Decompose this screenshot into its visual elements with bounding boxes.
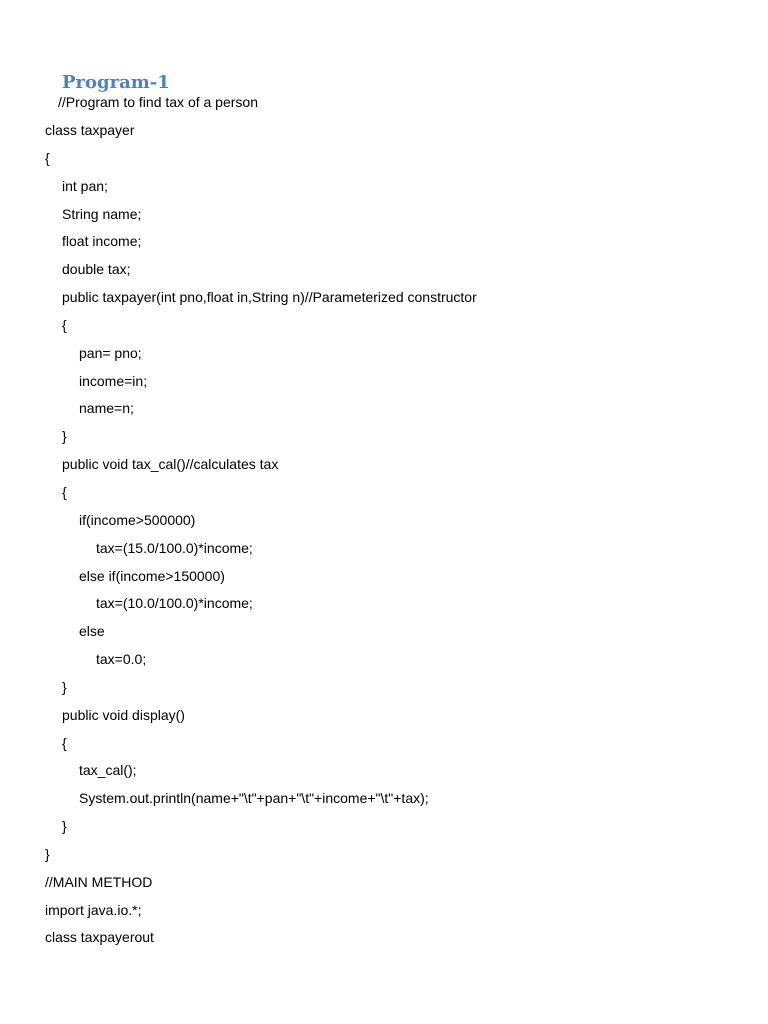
code-line: class taxpayer	[45, 122, 135, 138]
code-line: tax=(15.0/100.0)*income;	[96, 539, 253, 556]
code-line: class taxpayerout	[45, 929, 154, 946]
code-line: double tax;	[62, 261, 131, 278]
code-line: System.out.println(name+"\t"+pan+"\t"+income+"\t"+tax);	[79, 790, 429, 807]
code-line: }	[62, 428, 67, 445]
code-line: {	[62, 734, 67, 751]
program-comment: //Program to find tax of a person	[58, 94, 258, 110]
code-line: pan= pno;	[79, 344, 142, 361]
code-listing	[45, 121, 477, 956]
code-line: int pan;	[62, 177, 108, 194]
code-line: {	[62, 316, 67, 333]
code-line: income=in;	[79, 372, 148, 389]
code-line: float income;	[62, 233, 142, 250]
code-line: String name;	[62, 205, 142, 222]
code-line: {	[45, 149, 50, 166]
code-line: }	[62, 678, 67, 695]
code-line: else	[79, 623, 105, 640]
code-line: public void tax_cal()//calculates tax	[62, 456, 279, 473]
code-line: tax=(10.0/100.0)*income;	[96, 595, 253, 612]
code-line: else if(income>150000)	[79, 567, 225, 584]
code-line: import java.io.*;	[45, 901, 142, 918]
code-line: {	[62, 483, 67, 500]
code-line: }	[62, 818, 67, 835]
code-line: public taxpayer(int pno,float in,String n)//Parameterized constructor	[62, 289, 477, 306]
code-line: tax_cal();	[79, 762, 137, 779]
code-line: //MAIN METHOD	[45, 873, 153, 890]
code-line: name=n;	[79, 400, 134, 417]
code-line: public void display()	[62, 706, 185, 723]
program-heading: Program-1	[62, 72, 170, 93]
code-line: tax=0.0;	[96, 651, 147, 668]
code-line: }	[45, 845, 50, 862]
code-line: if(income>500000)	[79, 511, 196, 528]
